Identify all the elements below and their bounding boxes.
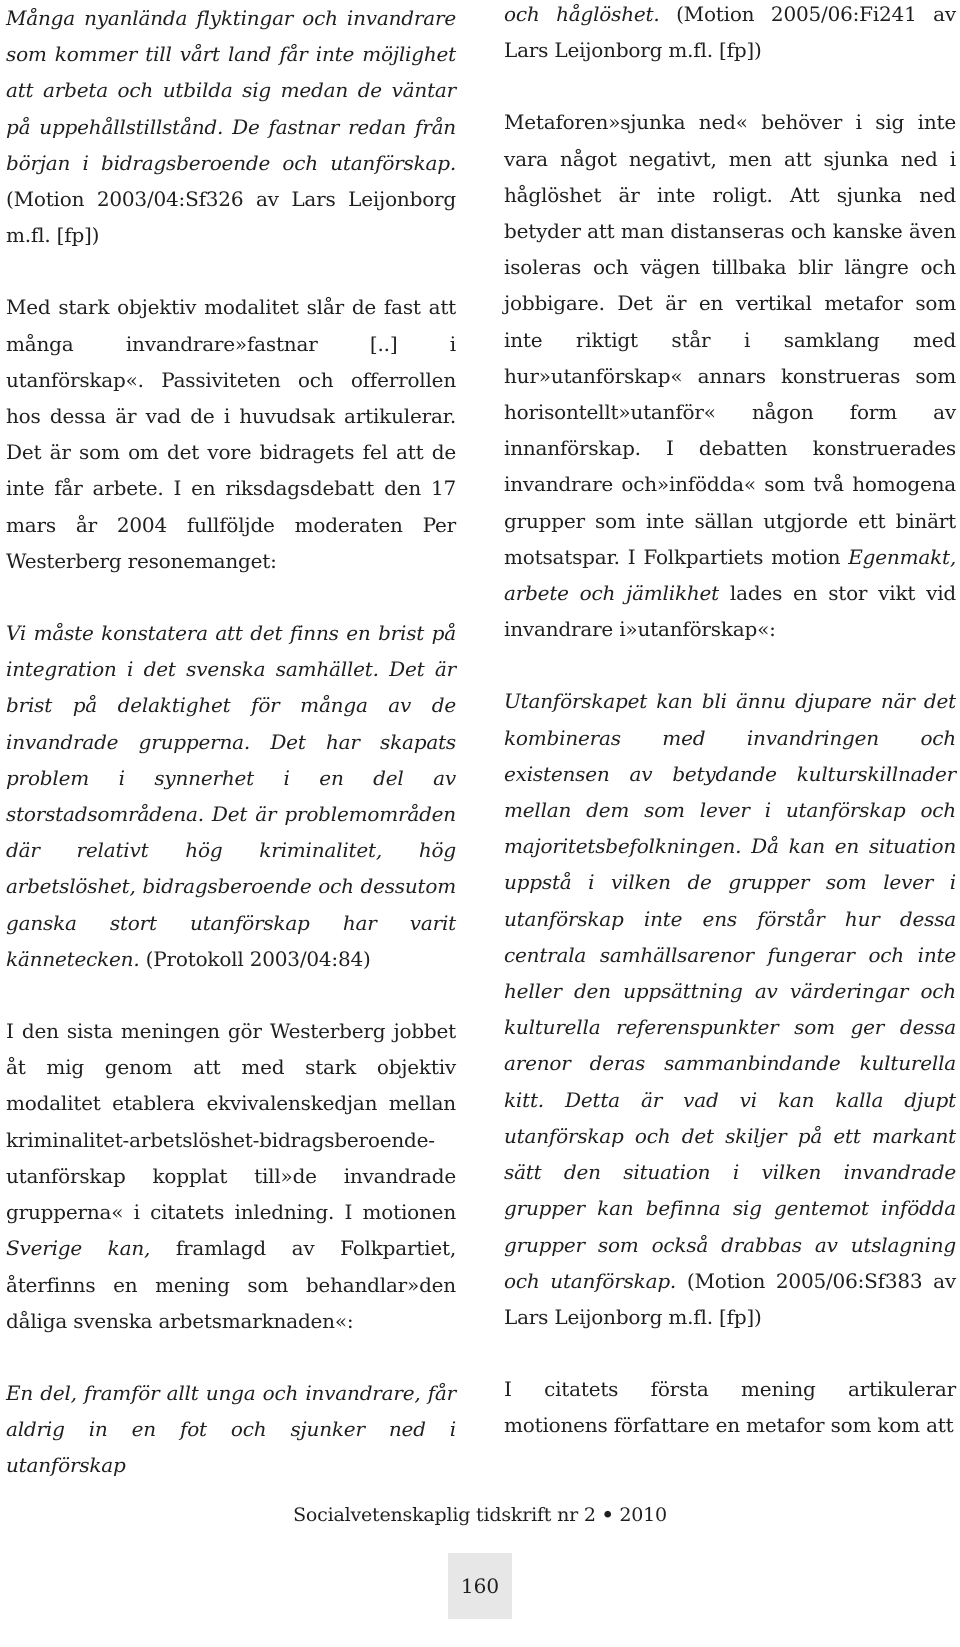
page-number: 160 (448, 1553, 512, 1619)
quote-text: och håglöshet. (504, 2, 660, 26)
body-text: Metaforen»sjunka ned« behöver i sig inte vara något negativt, men att sjunka ned i håglöshet är inte roligt. Att sjunka ned betyder att man distanseras och kanske även isoleras och vägen tillbaka blir längre och jobbigare. Det är en vertikal metafor som inte riktigt står i samklang med hur»utanförskap« annars konstrueras som horisontellt»utanför« någon form av innanförskap. I debatten konstruerades invandrare och»infödda« som två homogena grupper som inte sällan utgjorde ett binärt motsatspar. I Folkpartiets motion (504, 110, 956, 569)
motion-title: Egenmakt, arbete och jämlikhet (504, 544, 956, 606)
motion-title: Sverige kan, (6, 1236, 151, 1261)
journal-name: Socialvetenskaplig tidskrift nr 2 (293, 1504, 596, 1526)
citation: (Motion 2003/04:Sf326 av Lars Leijonborg m.fl. [fp]) (6, 187, 456, 248)
running-footer (0, 1504, 960, 1526)
quote-text: Utanförskapet kan bli ännu djupare när det kombineras med invandringen och existensen av betydande kulturskillnader mellan dem som lever i utanförskap och majoritetsbefolkningen. Då kan en situation uppstå i vilken de grupper som lever i utanförskap inte ens förstår hur dessa centrala samhällsarenor fungerar och inte heller den uppsättning av värderingar och kulturella referenspunkter som ger dessa arenor deras sammanbindande kulturella kitt. Detta är vad vi kan kalla djupt utanförskap och det skiljer på ett markant sätt den situation i vilken invandrade grupper kan befinna sig gentemot infödda grupper som också drabbas av utslagning och utanförskap. (504, 689, 956, 1293)
journal-year: 2010 (619, 1504, 667, 1526)
citation: (Motion 2005/06:Fi241 av Lars Leijonborg m.fl. [fp]) (504, 2, 956, 63)
quote-text: Många nyanlända flyktingar och invandrare som kommer till vårt land får inte möjlighet att arbeta och utbilda sig medan de väntar på uppehållstillstånd. De fastnar redan från början i bidragsberoende och utanförskap. (6, 6, 456, 175)
quote-block-3: En del, framför allt unga och invandrare, får aldrig in en fot och sjunker ned i utanförskap (6, 1380, 456, 1478)
left-column (6, 0, 456, 1484)
body-text: lades en stor vikt vid invandrare i»utanförskap«: (504, 581, 956, 642)
body-text: I den sista meningen gör Westerberg jobbet åt mig genom att med stark objektiv modalitet etablera ekvivalenskedjan mellan kriminalitet-arbetslöshet-bidragsberoende-utanförskap kopplat till»de invandrade grupperna« i citatets inledning. I motionen (6, 1019, 456, 1225)
citation: (Motion 2005/06:Sf383 av Lars Leijonborg m.fl. [fp]) (504, 1268, 956, 1329)
body-paragraph: Med stark objektiv modalitet slår de fast att många invandrare»fastnar [..] i utanförskap«. Passiviteten och offerrollen hos dessa är vad de i huvudsak artikulerar. Det är som om det vore bidragets fel att de inte får arbete. I en riksdagsdebatt den 17 mars år 2004 fullföljde moderaten Per Westerberg resonemanget: (6, 295, 456, 573)
quote-block-1 (6, 0, 456, 253)
body-paragraph (6, 1013, 456, 1339)
body-paragraph: I citatets första mening artikulerar motionens författare en metafor som kom att (504, 1377, 956, 1438)
quote-text: Vi måste konstatera att det finns en brist på integration i det svenska samhället. Det är brist på delaktighet för många av de invandrade grupperna. Det har skapats problem i synnerhet i en del av storstadsområdena. Det är problemområden där relativt hög kriminalitet, hög arbetslöshet, bidragsberoende och dessutom ganska stort utanförskap har varit kännetecken. (6, 621, 456, 971)
quote-block-2 (6, 615, 456, 977)
right-column (504, 0, 956, 1444)
quote-block-4 (504, 683, 956, 1335)
bullet-separator: • (601, 1504, 614, 1526)
body-paragraph (504, 104, 956, 647)
citation: (Protokoll 2003/04:84) (139, 946, 371, 971)
body-text: framlagd av Folkpartiet, återfinns en mening som behandlar»den dåliga svenska arbetsmarknaden«: (6, 1236, 457, 1333)
quote-continuation (504, 0, 956, 68)
